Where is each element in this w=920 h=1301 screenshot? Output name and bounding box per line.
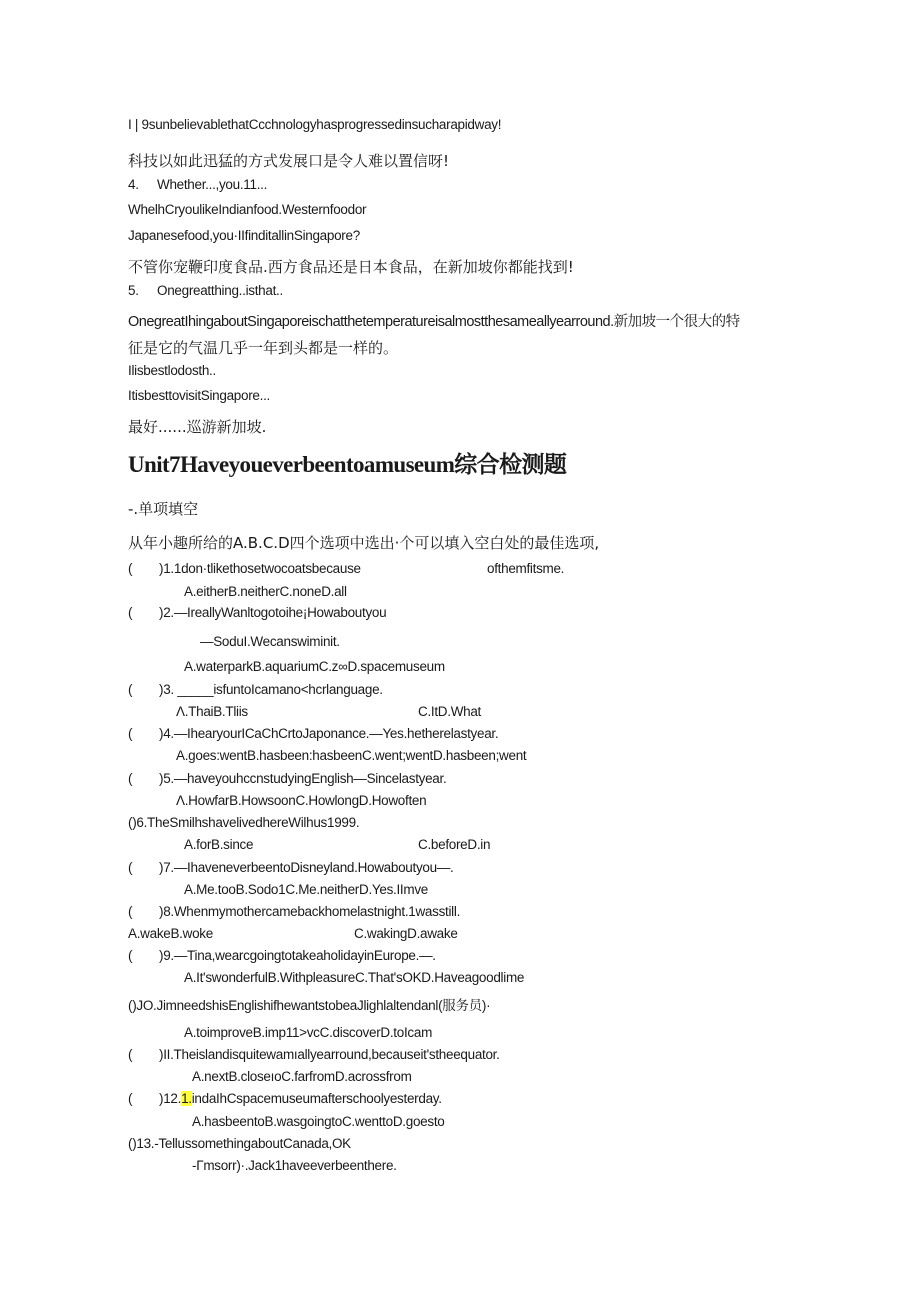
question-3-paren: ( [128, 682, 133, 697]
question-12 [159, 1090, 442, 1108]
intro-line-4: WhelhCryoulikeIndianfood.Westernfoodor [128, 202, 367, 217]
question-13: ()13.-TellussomethingaboutCanada,OK [128, 1136, 351, 1151]
question-9-paren: ( [128, 948, 133, 963]
question-11: )II.Theislandisquitewamıallyearround,becauseit'stheequator. [159, 1047, 500, 1062]
question-11-paren: ( [128, 1047, 133, 1062]
question-2: )2.—IreallyWanltogotoihe¡Howaboutyou [159, 605, 387, 620]
question-4-options: A.goes:wentB.hasbeen:hasbeenC.went;wentD.hasbeen;went [176, 748, 527, 763]
question-6: ()6.TheSmilhshavelivedhereWilhus1999. [128, 815, 360, 830]
question-9: )9.—Tina,wearcgoingtotakeaholidayinEurope.—. [159, 948, 436, 963]
question-2-reply: —SoduI.Wecanswiminit. [200, 634, 340, 649]
question-8-options-cd: C.wakingD.awake [354, 926, 458, 941]
intro-number-5: 5. [128, 283, 139, 298]
question-10-options: A.toimproveB.imp11>vcC.discoverD.toIcam [184, 1025, 433, 1040]
intro-line-2: 科技以如此迅猛的方式发展口是令人难以置信呀! [128, 152, 450, 170]
question-7-paren: ( [128, 860, 133, 875]
question-8-options-ab: A.wakeB.woke [128, 926, 213, 941]
question-8-paren: ( [128, 904, 133, 919]
intro-line-6: 不管你宠鞭印度食品.西方食品还是日本食品，在新加坡你都能找到! [128, 258, 574, 276]
intro-line-9: 征是它的气温几乎一年到头都是一样的。 [128, 339, 399, 357]
question-13-reply: -Γmsorr)·.Jack1haveeverbeenthere. [192, 1158, 397, 1173]
page-title: Unit7Haveyoueverbeentoamuseum综合检测题 [128, 452, 567, 477]
question-10: ()JO.JimneedshisEnglishifhewantstobeaJlighlaltendanl(服务员)· [128, 998, 491, 1013]
intro-line-12: 最好......巡游新加坡. [128, 418, 267, 436]
instruction: 从年小趣所给的A.B.C.D四个选项中选出·个可以填入空白处的最佳选项, [128, 534, 600, 552]
question-3-blank: _____ [177, 682, 214, 697]
question-1: )1.1don·tlikethosetwocoatsbecause [159, 561, 361, 576]
question-5-options: Λ.HowfarB.HowsoonC.HowlongD.Howoften [176, 793, 427, 808]
question-1-options: A.eitherB.neitherC.noneD.all [184, 584, 347, 599]
question-2-paren: ( [128, 605, 133, 620]
question-7: )7.—IhaveneverbeentoDisneyland.Howaboutyou—. [159, 860, 454, 875]
question-1-end: ofthemfitsme. [487, 561, 565, 576]
question-4-paren: ( [128, 726, 133, 741]
question-6-options-cd: C.beforeD.in [418, 837, 491, 852]
intro-line-1: I | 9sunbelievablethatCcchnologyhasprogressedinsucharapidway! [128, 117, 502, 132]
intro-line-10: Ilisbestlodosth.. [128, 363, 216, 378]
question-12-options: A.hasbeentoB.wasgoingtoC.wenttoD.goesto [192, 1114, 445, 1129]
question-2-options: A.waterparkB.aquariumC.z∞D.spacemuseum [184, 659, 445, 674]
intro-number-4: 4. [128, 177, 139, 192]
intro-line-5: Japanesefood,you·IIfinditallinSingapore? [128, 228, 360, 243]
question-4: )4.—IhearyourICaChCrtoJaponance.—Yes.hetherelastyear. [159, 726, 499, 741]
question-3-number: )3. [159, 682, 174, 697]
question-5-paren: ( [128, 771, 133, 786]
question-8: )8.Whenmymothercamebackhomelastnight.1wasstill. [159, 904, 461, 919]
intro-line-7: Onegreatthing..isthat.. [157, 283, 283, 298]
question-3 [159, 681, 383, 699]
question-11-options: A.nextB.closeıoC.farfromD.acrossfrom [192, 1069, 412, 1084]
question-3-options-cd: C.ItD.What [418, 704, 482, 719]
question-12-number: )12. [159, 1091, 182, 1106]
question-12-paren: ( [128, 1091, 133, 1106]
question-5: )5.—haveyouhccnstudyingEnglish—Sincelastyear. [159, 771, 447, 786]
question-3-text: isfuntoIcamano<hcrlanguage. [213, 682, 383, 697]
intro-line-8: OnegreatIhingaboutSingaporeischatthetemperatureisalmostthesameallyearround.新加坡一个很大的特 [128, 314, 740, 330]
intro-line-11: ItisbesttovisitSingapore... [128, 388, 270, 403]
intro-line-3: Whether...,you.11... [157, 177, 268, 192]
question-9-options: A.It'swonderfulB.WithpleasureC.That'sOKD.Haveagoodlime [184, 970, 525, 985]
question-7-options: A.Me.tooB.Sodo1C.Me.neitherD.Yes.IImve [184, 882, 428, 897]
section-heading: -.单项填空 [128, 500, 199, 518]
question-6-options-ab: A.forB.since [184, 837, 254, 852]
question-12-text: indaIhCspacemuseumafterschoolyesterday. [191, 1091, 442, 1106]
question-1-paren: ( [128, 561, 133, 576]
question-3-options-ab: Λ.ThaiB.Tliis [176, 704, 248, 719]
question-12-highlight: 1. [181, 1091, 192, 1106]
